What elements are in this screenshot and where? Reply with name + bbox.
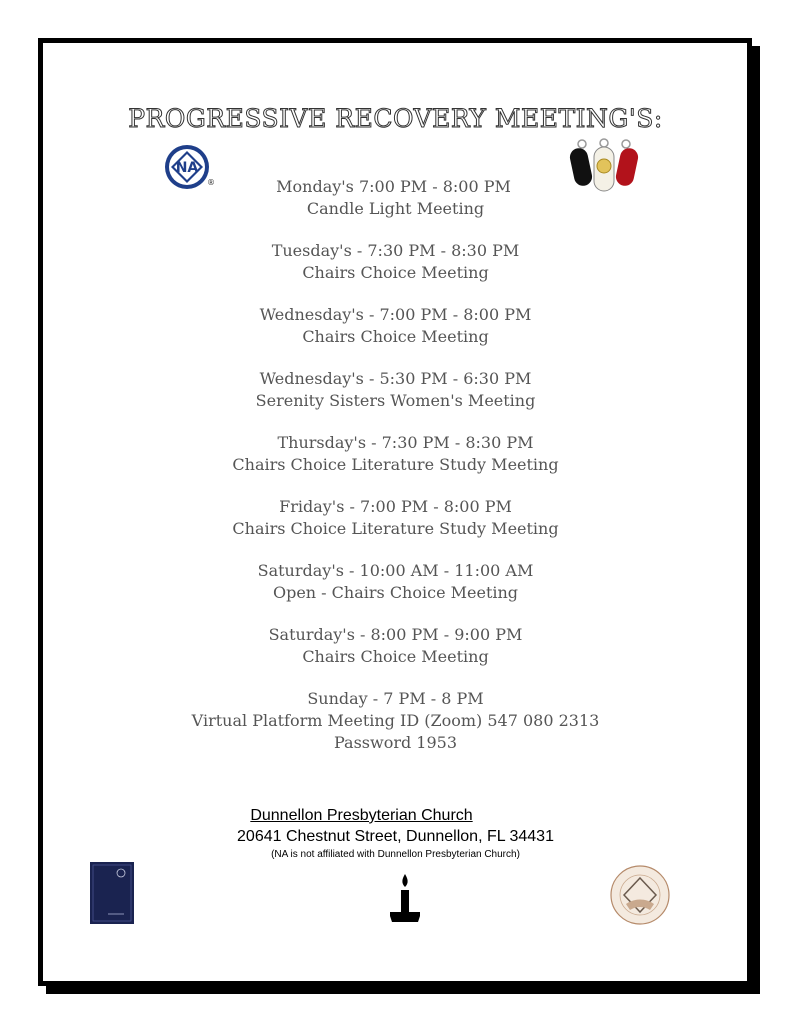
church-name: Dunnellon Presbyterian Church	[250, 807, 473, 824]
meeting-name: Chairs Choice Literature Study Meeting	[232, 455, 559, 474]
meeting-name: Open - Chairs Choice Meeting	[272, 583, 519, 602]
meeting-time: Friday's - 7:00 PM - 8:00 PM	[279, 497, 512, 516]
meeting-name: Candle Light Meeting	[306, 199, 485, 218]
meeting-time: Thursday's - 7:30 PM - 8:30 PM	[277, 433, 534, 452]
virtual-meeting	[0, 688, 791, 754]
meeting-item	[0, 624, 791, 688]
virtual-meeting-time: Sunday - 7 PM - 8 PM	[307, 689, 484, 708]
meeting-item	[0, 496, 791, 560]
meeting-item	[0, 432, 791, 496]
meeting-name: Chairs Choice Meeting	[302, 647, 489, 666]
candle-icon	[388, 872, 422, 924]
meeting-item	[0, 560, 791, 624]
church-info	[0, 806, 791, 862]
meeting-time: Saturday's - 10:00 AM - 11:00 AM	[257, 561, 534, 580]
meeting-name: Chairs Choice Meeting	[302, 263, 489, 282]
meeting-time: Tuesday's - 7:30 PM - 8:30 PM	[271, 241, 520, 260]
meeting-name: Chairs Choice Literature Study Meeting	[232, 519, 559, 538]
basic-text-book-icon	[90, 862, 134, 924]
virtual-meeting-platform: Virtual Platform Meeting ID (Zoom) 547 080 2313	[191, 711, 600, 730]
meeting-time: Wednesday's - 5:30 PM - 6:30 PM	[259, 369, 532, 388]
meeting-item	[0, 304, 791, 368]
page-title: PROGRESSIVE RECOVERY MEETING'S:	[128, 104, 663, 133]
meeting-name: Serenity Sisters Women's Meeting	[255, 391, 536, 410]
meeting-time: Wednesday's - 7:00 PM - 8:00 PM	[259, 305, 532, 324]
meeting-name: Chairs Choice Meeting	[302, 327, 489, 346]
meeting-time: Monday's 7:00 PM - 8:00 PM	[276, 177, 511, 196]
service-seal-icon	[606, 864, 674, 926]
registered-mark: ®	[207, 178, 215, 187]
na-logo-text: NA	[175, 160, 199, 176]
meeting-time: Saturday's - 8:00 PM - 9:00 PM	[268, 625, 523, 644]
meeting-item	[0, 176, 791, 240]
meeting-item	[0, 240, 791, 304]
church-address: 20641 Chestnut Street, Dunnellon, FL 34431	[237, 828, 554, 845]
meeting-list	[0, 176, 791, 754]
meeting-item	[0, 368, 791, 432]
virtual-meeting-password: Password 1953	[333, 733, 458, 752]
church-disclaimer: (NA is not affiliated with Dunnellon Presbyterian Church)	[271, 849, 520, 860]
